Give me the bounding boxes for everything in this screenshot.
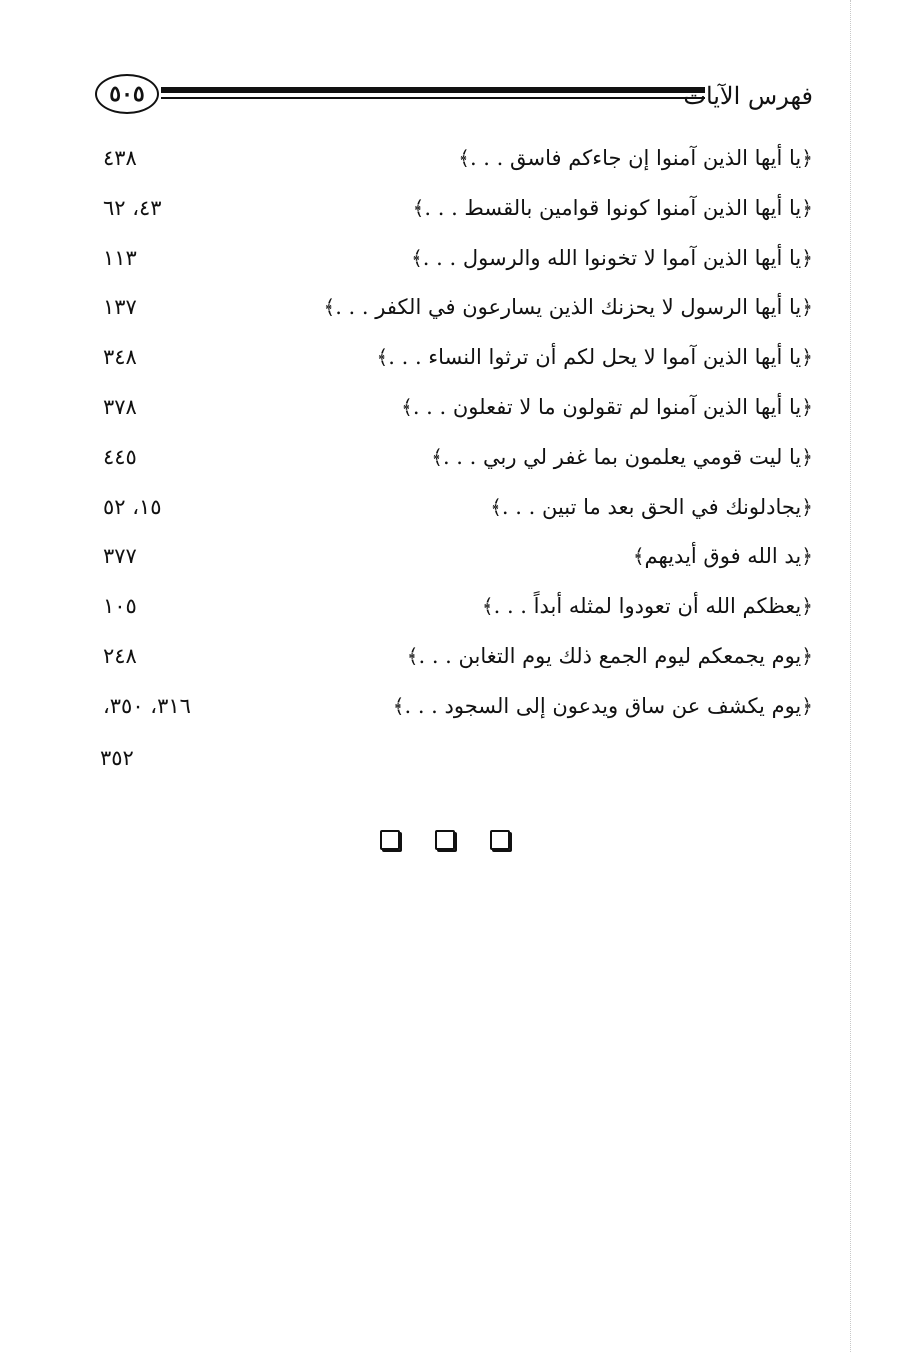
- page-references: ٣١٦، ٣٥٠،: [103, 693, 191, 718]
- verse-text: يوم يجمعكم ليوم الجمع ذلك يوم التغابن . . .: [418, 643, 802, 668]
- verse-text-line: [431, 445, 813, 469]
- ornate-bracket-open: ﴿: [801, 544, 813, 569]
- page-references: ١٣٧: [103, 295, 137, 320]
- ornate-bracket-open: ﴿: [801, 295, 813, 320]
- index-entry: [95, 688, 813, 738]
- verse-text-line: [482, 594, 813, 618]
- ornate-bracket-open: ﴿: [801, 195, 813, 220]
- page-references: ٣٧٨: [103, 394, 137, 419]
- verse-text-line: [458, 146, 813, 170]
- ornate-bracket-close: ﴾: [406, 643, 419, 668]
- verse-text: يا أيها الذين آموا لا يحل لكم أن ترثوا النساء . . .: [388, 345, 802, 370]
- page-references: ٤٣٨: [103, 146, 137, 170]
- verse-text: يا أيها الذين آمنوا لم تقولون ما لا تفعلون . . .: [412, 394, 802, 419]
- index-entry: [95, 439, 813, 489]
- ornate-bracket-open: ﴿: [801, 693, 813, 718]
- ornate-bracket-open: ﴿: [801, 643, 813, 668]
- verse-text: يا ليت قومي يعلمون بما غفر لي ربي . . .: [442, 444, 802, 469]
- verse-text: يا أيها الذين آمنوا كونوا قوامين بالقسط . . .: [424, 195, 802, 220]
- ornate-bracket-open: ﴿: [801, 345, 813, 370]
- ornate-bracket-close: ﴾: [323, 295, 336, 320]
- margin-guide: [850, 0, 851, 1352]
- verse-text-line: [323, 295, 813, 319]
- page-references: ٣٧٧: [103, 544, 137, 569]
- ornate-bracket-close: ﴾: [392, 693, 405, 718]
- index-entry: [95, 489, 813, 539]
- ornate-bracket-close: ﴾: [458, 146, 470, 170]
- ornate-bracket-open: ﴿: [801, 245, 813, 270]
- page-number: ٥٠٥: [95, 74, 159, 114]
- page-header: [95, 72, 813, 122]
- header-rule-thick: [161, 87, 705, 93]
- verse-text: يعظكم الله أن تعودوا لمثله أبداً . . .: [493, 594, 802, 619]
- page-references: ٤٣، ٦٢: [103, 195, 162, 220]
- header-title: فهرس الآيات: [683, 82, 813, 110]
- verse-text-line: [377, 345, 813, 369]
- ornate-bracket-open: ﴿: [801, 394, 813, 419]
- verse-text: يجادلونك في الحق بعد ما تبين . . .: [501, 494, 802, 519]
- end-mark-square: [435, 830, 455, 850]
- section-end-marks: [380, 830, 510, 850]
- page-references: ٤٤٥: [103, 444, 137, 469]
- page-references: ٣٤٨: [103, 345, 137, 370]
- verse-text-line: [393, 694, 813, 718]
- verse-text-line: [407, 644, 813, 668]
- verse-text-line: [490, 495, 813, 519]
- end-mark-square: [380, 830, 400, 850]
- verse-text: يا أيها الذين آموا لا تخونوا الله والرسول . . .: [422, 245, 802, 270]
- ornate-bracket-open: ﴿: [801, 594, 813, 619]
- index-entry: [95, 240, 813, 290]
- page-references: ١٠٥: [103, 594, 137, 619]
- index-entry: [95, 638, 813, 688]
- ornate-bracket-close: ﴾: [412, 195, 425, 220]
- index-entry: [95, 538, 813, 588]
- ornate-bracket-close: ﴾: [632, 544, 645, 569]
- index-entry: [95, 190, 813, 240]
- verse-text: يوم يكشف عن ساق ويدعون إلى السجود . . .: [404, 693, 802, 718]
- index-entry: [95, 389, 813, 439]
- verse-text: يا أيها الرسول لا يحزنك الذين يسارعون في الكفر . . .: [335, 295, 802, 320]
- ornate-bracket-open: ﴿: [801, 146, 813, 170]
- pages-continuation: ٣٥٢: [100, 746, 134, 770]
- verse-text-line: [633, 544, 813, 568]
- index-entry: [95, 588, 813, 638]
- index-entry: [95, 289, 813, 339]
- index-entry: [95, 339, 813, 389]
- verse-text: يد الله فوق أيديهم: [644, 544, 802, 569]
- page-references: ١١٣: [103, 245, 137, 270]
- ornate-bracket-close: ﴾: [401, 394, 413, 419]
- verse-index-list: [95, 140, 813, 738]
- end-mark-square: [490, 830, 510, 850]
- ornate-bracket-close: ﴾: [490, 494, 502, 519]
- ornate-bracket-close: ﴾: [411, 245, 423, 270]
- verse-text: يا أيها الذين آمنوا إن جاءكم فاسق . . .: [469, 146, 802, 170]
- ornate-bracket-close: ﴾: [481, 594, 494, 619]
- ornate-bracket-open: ﴿: [801, 494, 813, 519]
- page-references: ٢٤٨: [103, 643, 137, 668]
- ornate-bracket-close: ﴾: [431, 444, 443, 469]
- verse-text-line: [413, 196, 813, 220]
- ornate-bracket-close: ﴾: [376, 345, 389, 370]
- page-references: ١٥، ٥٢: [103, 494, 162, 519]
- verse-text-line: [401, 395, 813, 419]
- verse-text-line: [411, 246, 813, 270]
- ornate-bracket-open: ﴿: [801, 444, 813, 469]
- index-entry: [95, 140, 813, 190]
- header-rule-thin: [161, 97, 705, 99]
